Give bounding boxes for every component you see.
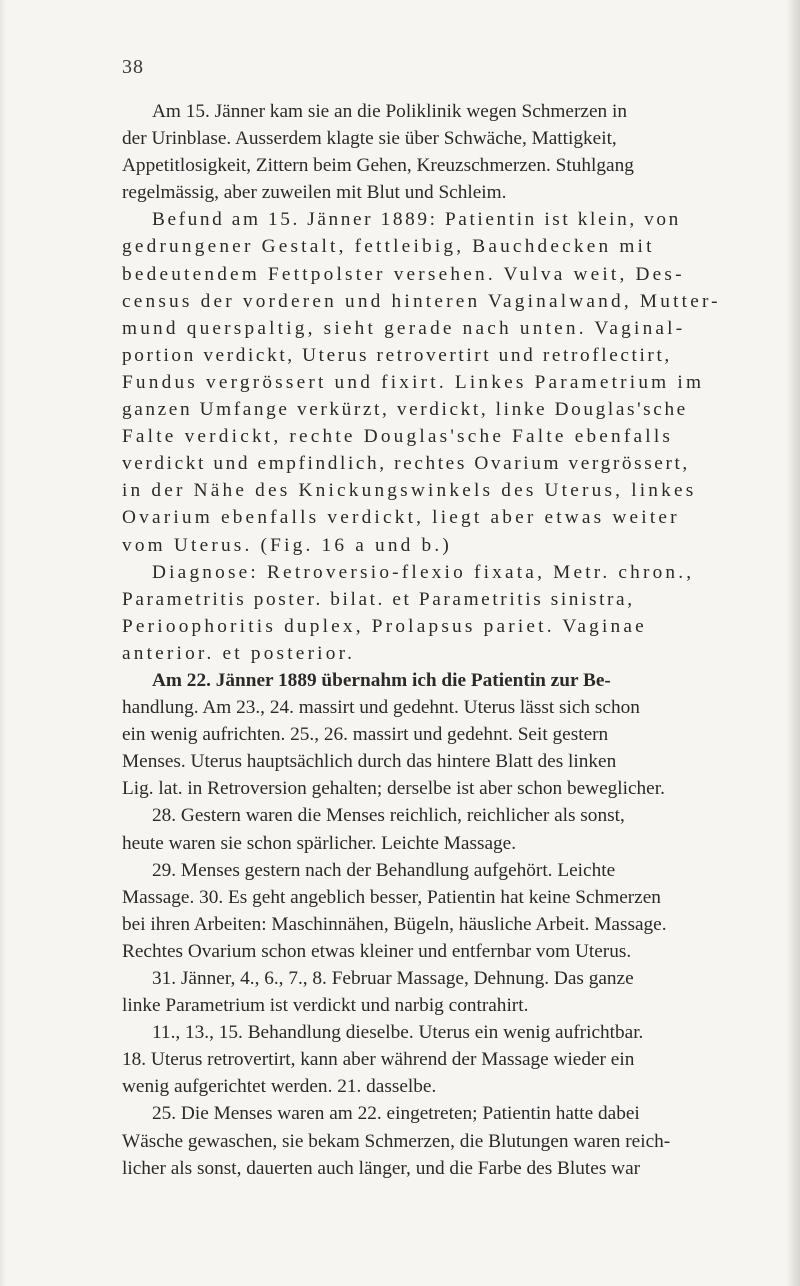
text-line: mund querspaltig, sieht gerade nach unten. Vaginal- (122, 317, 686, 339)
text-line: Wäsche gewaschen, sie bekam Schmerzen, die Blutungen waren reich- (122, 1130, 671, 1152)
text-line: anterior. et posterior. (122, 642, 356, 664)
text-line: Am 22. Jänner 1889 übernahm ich die Patientin zur Be- (152, 669, 611, 691)
text-line: vom Uterus. (Fig. 16 a und b.) (122, 534, 453, 556)
text-line: in der Nähe des Knickungswinkels des Uterus, linkes (122, 480, 697, 502)
page-number: 38 (122, 56, 144, 78)
text-line: heute waren sie schon spärlicher. Leichte Massage. (122, 832, 517, 854)
text-line: Menses. Uterus hauptsächlich durch das hintere Blatt des linken (122, 751, 617, 773)
text-line: Fundus vergrössert und fixirt. Linkes Parametrium im (122, 371, 705, 393)
text-line: Diagnose: Retroversio-flexio fixata, Metr. chron., (152, 561, 695, 583)
text-line: Falte verdickt, rechte Douglas'sche Falte ebenfalls (122, 426, 674, 448)
text-line: portion verdickt, Uterus retrovertirt und retroflectirt, (122, 344, 672, 366)
body-text (122, 98, 752, 1182)
text-line: 11., 13., 15. Behandlung dieselbe. Uterus ein wenig aufrichtbar. (152, 1022, 644, 1044)
text-line: Appetitlosigkeit, Zittern beim Gehen, Kreuzschmerzen. Stuhlgang (122, 155, 634, 177)
text-line: regelmässig, aber zuweilen mit Blut und Schleim. (122, 182, 507, 204)
text-line: ganzen Umfange verkürzt, verdickt, linke Douglas'sche (122, 399, 688, 421)
text-line: census der vorderen und hinteren Vaginalwand, Mutter- (122, 290, 721, 312)
page-left-edge (0, 0, 6, 1286)
text-line: Am 15. Jänner kam sie an die Poliklinik wegen Schmerzen in (152, 101, 627, 122)
text-line: Parametritis poster. bilat. et Parametritis sinistra, (122, 588, 635, 610)
page-right-edge (786, 0, 800, 1286)
text-line: ein wenig aufrichten. 25., 26. massirt und gedehnt. Seit gestern (122, 724, 609, 746)
text-line: Befund am 15. Jänner 1889: Patientin ist klein, von (152, 209, 681, 231)
text-line: Massage. 30. Es geht angeblich besser, Patientin hat keine Schmerzen (122, 886, 661, 908)
text-line: 28. Gestern waren die Menses reichlich, reichlicher als sonst, (152, 805, 625, 827)
text-line: 18. Uterus retrovertirt, kann aber während der Massage wieder ein (122, 1049, 635, 1071)
text-line: Ovarium ebenfalls verdickt, liegt aber etwas weiter (122, 507, 680, 529)
text-line: Lig. lat. in Retroversion gehalten; derselbe ist aber schon beweglicher. (122, 778, 665, 800)
text-line: wenig aufgerichtet werden. 21. dasselbe. (122, 1076, 437, 1098)
text-line: Perioophoritis duplex, Prolapsus pariet. Vaginae (122, 615, 647, 637)
text-line: 29. Menses gestern nach der Behandlung aufgehört. Leichte (152, 859, 616, 881)
text-line: bedeutendem Fettpolster versehen. Vulva weit, Des- (122, 263, 685, 285)
text-line: handlung. Am 23., 24. massirt und gedehnt. Uterus lässt sich schon (122, 697, 640, 719)
text-line: der Urinblase. Ausserdem klagte sie über Schwäche, Mattigkeit, (122, 128, 617, 150)
text-line: 31. Jänner, 4., 6., 7., 8. Februar Massage, Dehnung. Das ganze (152, 968, 634, 989)
text-line: linke Parametrium ist verdickt und narbig contrahirt. (122, 995, 529, 1017)
text-line: licher als sonst, dauerten auch länger, und die Farbe des Blutes war (122, 1157, 641, 1179)
text-line: bei ihren Arbeiten: Maschinnähen, Bügeln, häusliche Arbeit. Massage. (122, 913, 667, 935)
text-line: 25. Die Menses waren am 22. eingetreten; Patientin hatte dabei (152, 1103, 640, 1125)
text-line: verdickt und empfindlich, rechtes Ovarium vergrössert, (122, 453, 690, 475)
text-line: Rechtes Ovarium schon etwas kleiner und entfernbar vom Uterus. (122, 940, 632, 962)
text-line: gedrungener Gestalt, fettleibig, Bauchdecken mit (122, 236, 655, 258)
